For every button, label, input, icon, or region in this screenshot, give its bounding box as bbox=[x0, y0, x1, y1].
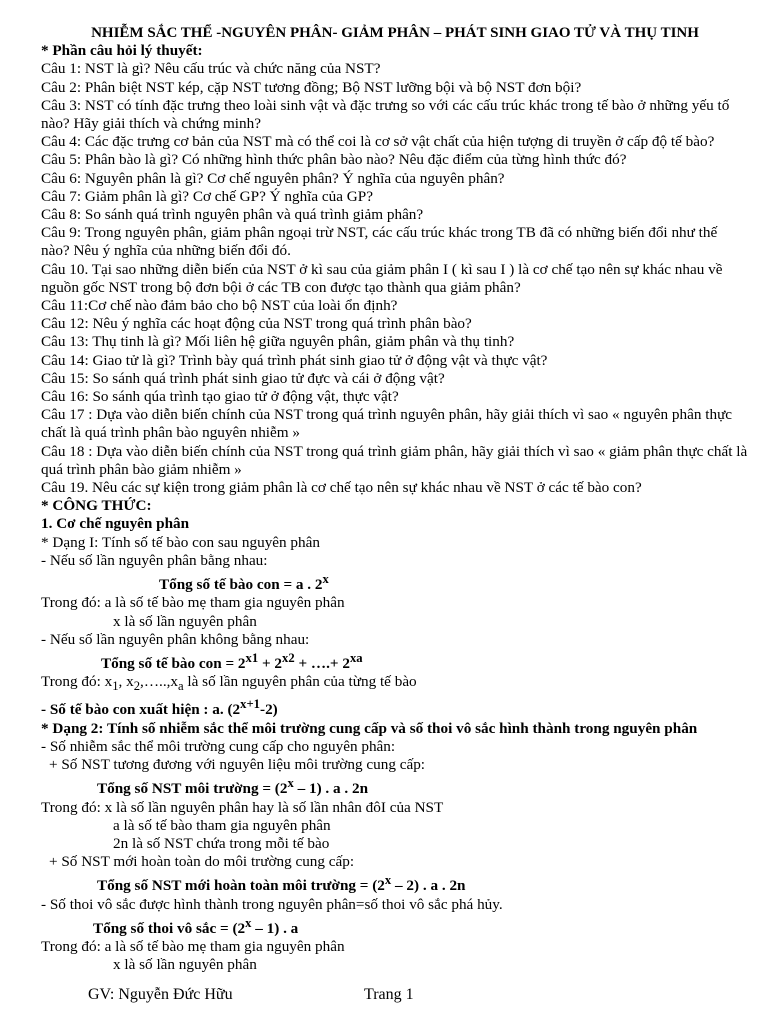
question-item: Câu 5: Phân bào là gì? Có những hình thức phân bào nào? Nêu đặc điểm của từng hình thức đó? bbox=[41, 151, 627, 169]
section-heading: 1. Cơ chế nguyên phân bbox=[41, 515, 190, 533]
formula-note: Trong đó: a là số tế bào mẹ tham gia nguyên phân bbox=[41, 938, 345, 956]
subsection-heading: * Dạng 2: Tính số nhiễm sắc thể môi trường cung cấp và số thoi vô sắc hình thành trong nguyên phân bbox=[41, 719, 698, 737]
question-item: Câu 1: NST là gì? Nêu cấu trúc và chức năng của NST? bbox=[41, 60, 381, 78]
formula-note: Trong đó: a là số tế bào mẹ tham gia nguyên phân bbox=[41, 594, 345, 612]
theory-heading: * Phần câu hỏi lý thuyết: bbox=[41, 42, 203, 60]
question-item: Câu 18 : Dựa vào diễn biến chính của NST trong quá trình giảm phân, hãy giải thích vì sao « giảm phân thực chất là quá trình phân bào giảm nhiễm » bbox=[41, 442, 748, 478]
footer-page-number: Trang 1 bbox=[364, 986, 414, 1003]
question-item: Câu 6: Nguyên phân là gì? Cơ chế nguyên phân? Ý nghĩa của nguyên phân? bbox=[41, 169, 505, 187]
formula-spindles: Tổng số thoi vô sắc = $(2^x - 1)$ . a bbox=[93, 915, 299, 937]
subsection-heading: * Dạng I: Tính số tế bào con sau nguyên phân bbox=[41, 533, 320, 551]
document-title: NHIỄM SẮC THỂ -NGUYÊN PHÂN- GIẢM PHÂN – PHÁT SINH GIAO TỬ VÀ THỤ TINH bbox=[91, 25, 699, 41]
question-item: Câu 14: Giao tử là gì? Trình bày quá trình phát sinh giao tử ở động vật và thực vật? bbox=[41, 351, 548, 369]
formula-new-env-nst: Tổng số NST mới hoàn toàn môi trường = $(2^x - 2)$ . a . 2n bbox=[97, 873, 466, 895]
question-item: Câu 8: So sánh quá trình nguyên phân và quá trình giảm phân? bbox=[41, 206, 424, 224]
question-item: Câu 17 : Dựa vào diễn biến chính của NST trong quá trình nguyên phân, hãy giải thích vì sao « nguyên phân thực chất là quá trình phân bào nguyên nhiễm » bbox=[41, 406, 733, 442]
question-item: Câu 9: Trong nguyên phân, giảm phân ngoại trừ NST, các cấu trúc khác trong TB đã có những biến đổi như thế nào? Nêu ý nghĩa của những biến đổi đó. bbox=[41, 224, 718, 260]
question-item: Câu 15: So sánh quá trình phát sinh giao tử đực và cái ở động vật? bbox=[41, 369, 445, 387]
formula-note: Trong đó: x là số lần nguyên phân hay là số lần nhân đôI của NST bbox=[41, 798, 444, 816]
question-list bbox=[41, 60, 749, 497]
formula-total-cells-unequal: Tổng số tế bào con = $2^{x1} + 2^{x2}$ + ….+ $2^{xa}$ bbox=[101, 650, 363, 673]
formula-env-nst: Tổng số NST môi trường = $(2^x - 1)$ . a . 2n bbox=[97, 776, 369, 798]
formula-note: Trong đó: $x_1$, $x_2,\dots..,x_a$ là số lần nguyên phân của từng tế bào bbox=[41, 673, 417, 694]
question-item: Câu 2: Phân biệt NST kép, cặp NST tương đồng; Bộ NST lưỡng bội và bộ NST đơn bội? bbox=[41, 78, 582, 96]
footer-author: GV: Nguyễn Đức Hữu bbox=[88, 986, 233, 1003]
case-text: - Nếu số lần nguyên phân bằng nhau: bbox=[41, 551, 268, 569]
question-item: Câu 13: Thụ tinh là gì? Mối liên hệ giữa nguyên phân, giảm phân và thụ tinh? bbox=[41, 333, 515, 351]
formula-note: 2n là số NST chứa trong mỗi tế bào bbox=[113, 835, 330, 853]
formula-new-cells: - Số tế bào con xuất hiện : a. $(2^{x+1}-2)$ bbox=[41, 697, 278, 719]
question-item: Câu 16: So sánh qúa trình tạo giao tử ở động vật, thực vật? bbox=[41, 388, 399, 406]
formula-heading: * CÔNG THỨC: bbox=[41, 497, 152, 515]
question-item: Câu 10. Tại sao những diễn biến của NST ở kì sau của giảm phân I ( kì sau I ) là cơ chế tạo nên sự khác nhau về nguồn gốc NST trong bộ đơn bội ở các TB con được tạo thành qua giảm phân? bbox=[41, 260, 723, 296]
question-item: Câu 3: NST có tính đặc trưng theo loài sinh vật và đặc trưng so với các cấu trúc khác trong tế bào ở những yếu tố nào? Hãy giải thích và chứng minh? bbox=[41, 96, 730, 133]
case-text: - Số thoi vô sắc được hình thành trong nguyên phân=số thoi vô sắc phá hủy. bbox=[41, 895, 503, 913]
question-item: Câu 11:Cơ chế nào đảm bảo cho bộ NST của loài ổn định? bbox=[41, 297, 398, 315]
question-item: Câu 12: Nêu ý nghĩa các hoạt động của NST trong quá trình phân bào? bbox=[41, 315, 472, 333]
case-text: + Số NST tương đương với nguyên liệu môi trường cung cấp: bbox=[49, 756, 426, 774]
formula-note: x là số lần nguyên phân bbox=[113, 956, 257, 974]
case-text: - Số nhiễm sắc thể môi trường cung cấp cho nguyên phân: bbox=[41, 737, 396, 755]
case-text: + Số NST mới hoàn toàn do môi trường cung cấp: bbox=[49, 853, 355, 871]
formula-note: x là số lần nguyên phân bbox=[113, 612, 257, 630]
document-body bbox=[41, 24, 749, 975]
case-text: - Nếu số lần nguyên phân không bằng nhau: bbox=[41, 630, 310, 648]
formula-note: a là số tế bào tham gia nguyên phân bbox=[113, 816, 331, 834]
formula-total-cells: Tổng số tế bào con = a . 2$^x$ bbox=[159, 572, 329, 594]
question-item: Câu 7: Giảm phân là gì? Cơ chế GP? Ý nghĩa của GP? bbox=[41, 187, 373, 205]
question-item: Câu 19. Nêu các sự kiện trong giảm phân là cơ chế tạo nên sự khác nhau về NST ở các tế bào con? bbox=[41, 479, 642, 497]
question-item: Câu 4: Các đặc trưng cơ bản của NST mà có thể coi là cơ sở vật chất của hiện tượng di truyền ở cấp độ tế bào? bbox=[41, 133, 715, 151]
